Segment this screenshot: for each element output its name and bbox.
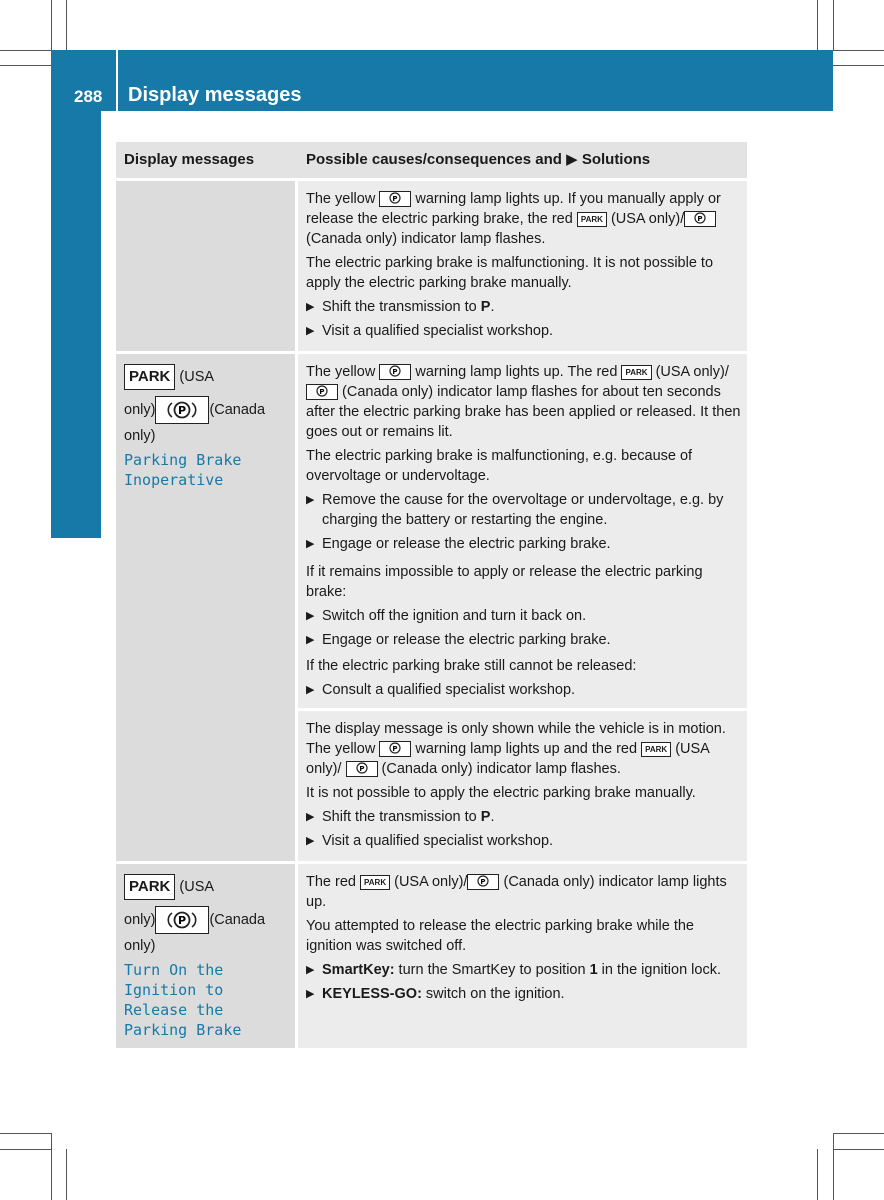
symbol-line: PARK (USA	[124, 364, 295, 390]
symbol-line: only)	[124, 938, 156, 954]
crop-mark	[833, 50, 884, 51]
parking-brake-symbol-icon	[155, 906, 209, 934]
table-header-row	[116, 142, 747, 178]
causes-cell	[298, 178, 747, 351]
paragraph: The yellow P warning lamp lights up. The red PARK (USA only)/ P (Canada only) indicator lamp flashes for about ten seconds after the electric parking brake has been applied or released. It then goes out or remains lit.	[306, 364, 741, 440]
message-cell	[116, 861, 298, 1048]
crop-mark	[51, 1133, 52, 1200]
display-messages-table	[116, 142, 747, 1048]
crop-mark	[817, 1149, 818, 1200]
paragraph: You attempted to release the electric parking brake while the ignition was switched off.	[306, 918, 694, 954]
bullet-item: ▶ Engage or release the electric parking brake.	[306, 534, 741, 554]
paragraph: The electric parking brake is malfunctioning, e.g. because of overvoltage or undervoltage.	[306, 448, 693, 484]
park-indicator-icon: PARK	[360, 875, 390, 890]
crop-mark	[833, 0, 834, 50]
park-indicator-icon: PARK	[577, 212, 607, 227]
park-symbol: PARK	[124, 364, 175, 390]
svg-text:P: P	[319, 388, 325, 397]
crop-mark	[66, 1149, 67, 1200]
table-row	[116, 861, 747, 1048]
parking-brake-warning-icon	[379, 741, 411, 757]
bullet-item: ▶ SmartKey: turn the SmartKey to position 1 in the ignition lock.	[306, 960, 741, 980]
crop-mark	[66, 0, 67, 50]
svg-text:P: P	[697, 215, 703, 224]
svg-text:P: P	[178, 404, 187, 417]
header-divider	[116, 50, 118, 111]
display-message-text: Parking Brake	[124, 451, 242, 469]
parking-brake-symbol-icon	[155, 396, 209, 424]
symbol-line: only) P (Canada	[124, 396, 295, 424]
display-message-text: Release the	[124, 1001, 224, 1019]
crop-mark	[0, 1133, 51, 1134]
bullet-item: ▶ Shift the transmission to P.	[306, 807, 741, 827]
svg-text:P: P	[392, 195, 398, 204]
crop-mark	[51, 0, 52, 50]
column-header-display-messages: Display messages	[116, 142, 298, 178]
display-message-text: Parking Brake	[124, 1021, 242, 1039]
paragraph: The electric parking brake is malfunctioning. It is not possible to apply the electric parking brake manually.	[306, 255, 714, 291]
bullet-item: ▶ Visit a qualified specialist workshop.	[306, 321, 741, 341]
symbol-line: only) P (Canada	[124, 906, 295, 934]
crop-mark	[817, 0, 818, 50]
parking-brake-warning-icon	[379, 191, 411, 207]
bullet-item: ▶ Switch off the ignition and turn it back on.	[306, 606, 741, 626]
cell-divider	[298, 708, 747, 711]
column-header-causes-solutions: Possible causes/consequences and ▶ Solutions	[298, 142, 747, 178]
paragraph: If the electric parking brake still cannot be released:	[306, 658, 637, 674]
parking-brake-warning-icon	[379, 364, 411, 380]
svg-text:P: P	[358, 765, 365, 774]
causes-cell	[298, 351, 747, 861]
park-symbol: PARK	[124, 874, 175, 900]
bullet-item: ▶ Engage or release the electric parking brake.	[306, 630, 741, 650]
display-message-text: Inoperative	[124, 471, 224, 489]
message-cell-empty	[116, 178, 298, 351]
parking-brake-indicator-icon	[467, 874, 499, 890]
crop-mark	[833, 1133, 884, 1134]
causes-cell	[298, 861, 747, 1048]
bullet-item: ▶ Consult a qualified specialist workshop.	[306, 680, 741, 700]
message-cell	[116, 351, 298, 861]
parking-brake-indicator-icon	[346, 761, 378, 777]
crop-mark	[0, 65, 51, 66]
parking-brake-indicator-icon	[684, 211, 716, 227]
svg-text:P: P	[392, 745, 398, 754]
svg-text:P: P	[392, 368, 398, 377]
table-row	[116, 351, 747, 861]
crop-mark	[0, 50, 51, 51]
bullet-item: ▶ KEYLESS-GO: switch on the ignition.	[306, 984, 741, 1004]
table-row	[116, 178, 747, 351]
symbol-line: PARK (USA	[124, 874, 295, 900]
crop-mark	[833, 1149, 884, 1150]
crop-mark	[833, 1133, 834, 1200]
paragraph: If it remains impossible to apply or release the electric parking brake:	[306, 564, 703, 600]
paragraph: The yellow P warning lamp lights up. If you manually apply or release the electric parking brake, the red PARK (USA only)/ P (Canada only) indicator lamp flashes.	[306, 191, 721, 247]
side-tab-label: On-board computer and displays	[76, 160, 99, 490]
svg-text:P: P	[178, 914, 187, 927]
park-indicator-icon: PARK	[621, 365, 651, 380]
bullet-item: ▶ Shift the transmission to P.	[306, 297, 741, 317]
paragraph: The display message is only shown while the vehicle is in motion. The yellow P warning lamp lights up and the red PARK (USA only)/ P (Canada only) indicator lamp flashes.	[306, 721, 726, 777]
bullet-item: ▶ Visit a qualified specialist workshop.	[306, 831, 741, 851]
display-message-text: Turn On the	[124, 961, 224, 979]
svg-text:P: P	[480, 878, 487, 887]
display-message-text: Ignition to	[124, 981, 224, 999]
paragraph: It is not possible to apply the electric parking brake manually.	[306, 785, 696, 801]
paragraph: The red PARK (USA only)/ P (Canada only) indicator lamp lights up.	[306, 874, 727, 910]
crop-mark	[833, 65, 884, 66]
crop-mark	[0, 1149, 51, 1150]
symbol-line: only)	[124, 428, 156, 444]
parking-brake-indicator-icon	[306, 384, 338, 400]
park-indicator-icon: PARK	[641, 742, 671, 757]
page-title: Display messages	[128, 84, 302, 106]
page-number: 288	[74, 87, 103, 106]
bullet-item: ▶ Remove the cause for the overvoltage or undervoltage, e.g. by charging the battery or restarting the engine.	[306, 490, 741, 530]
